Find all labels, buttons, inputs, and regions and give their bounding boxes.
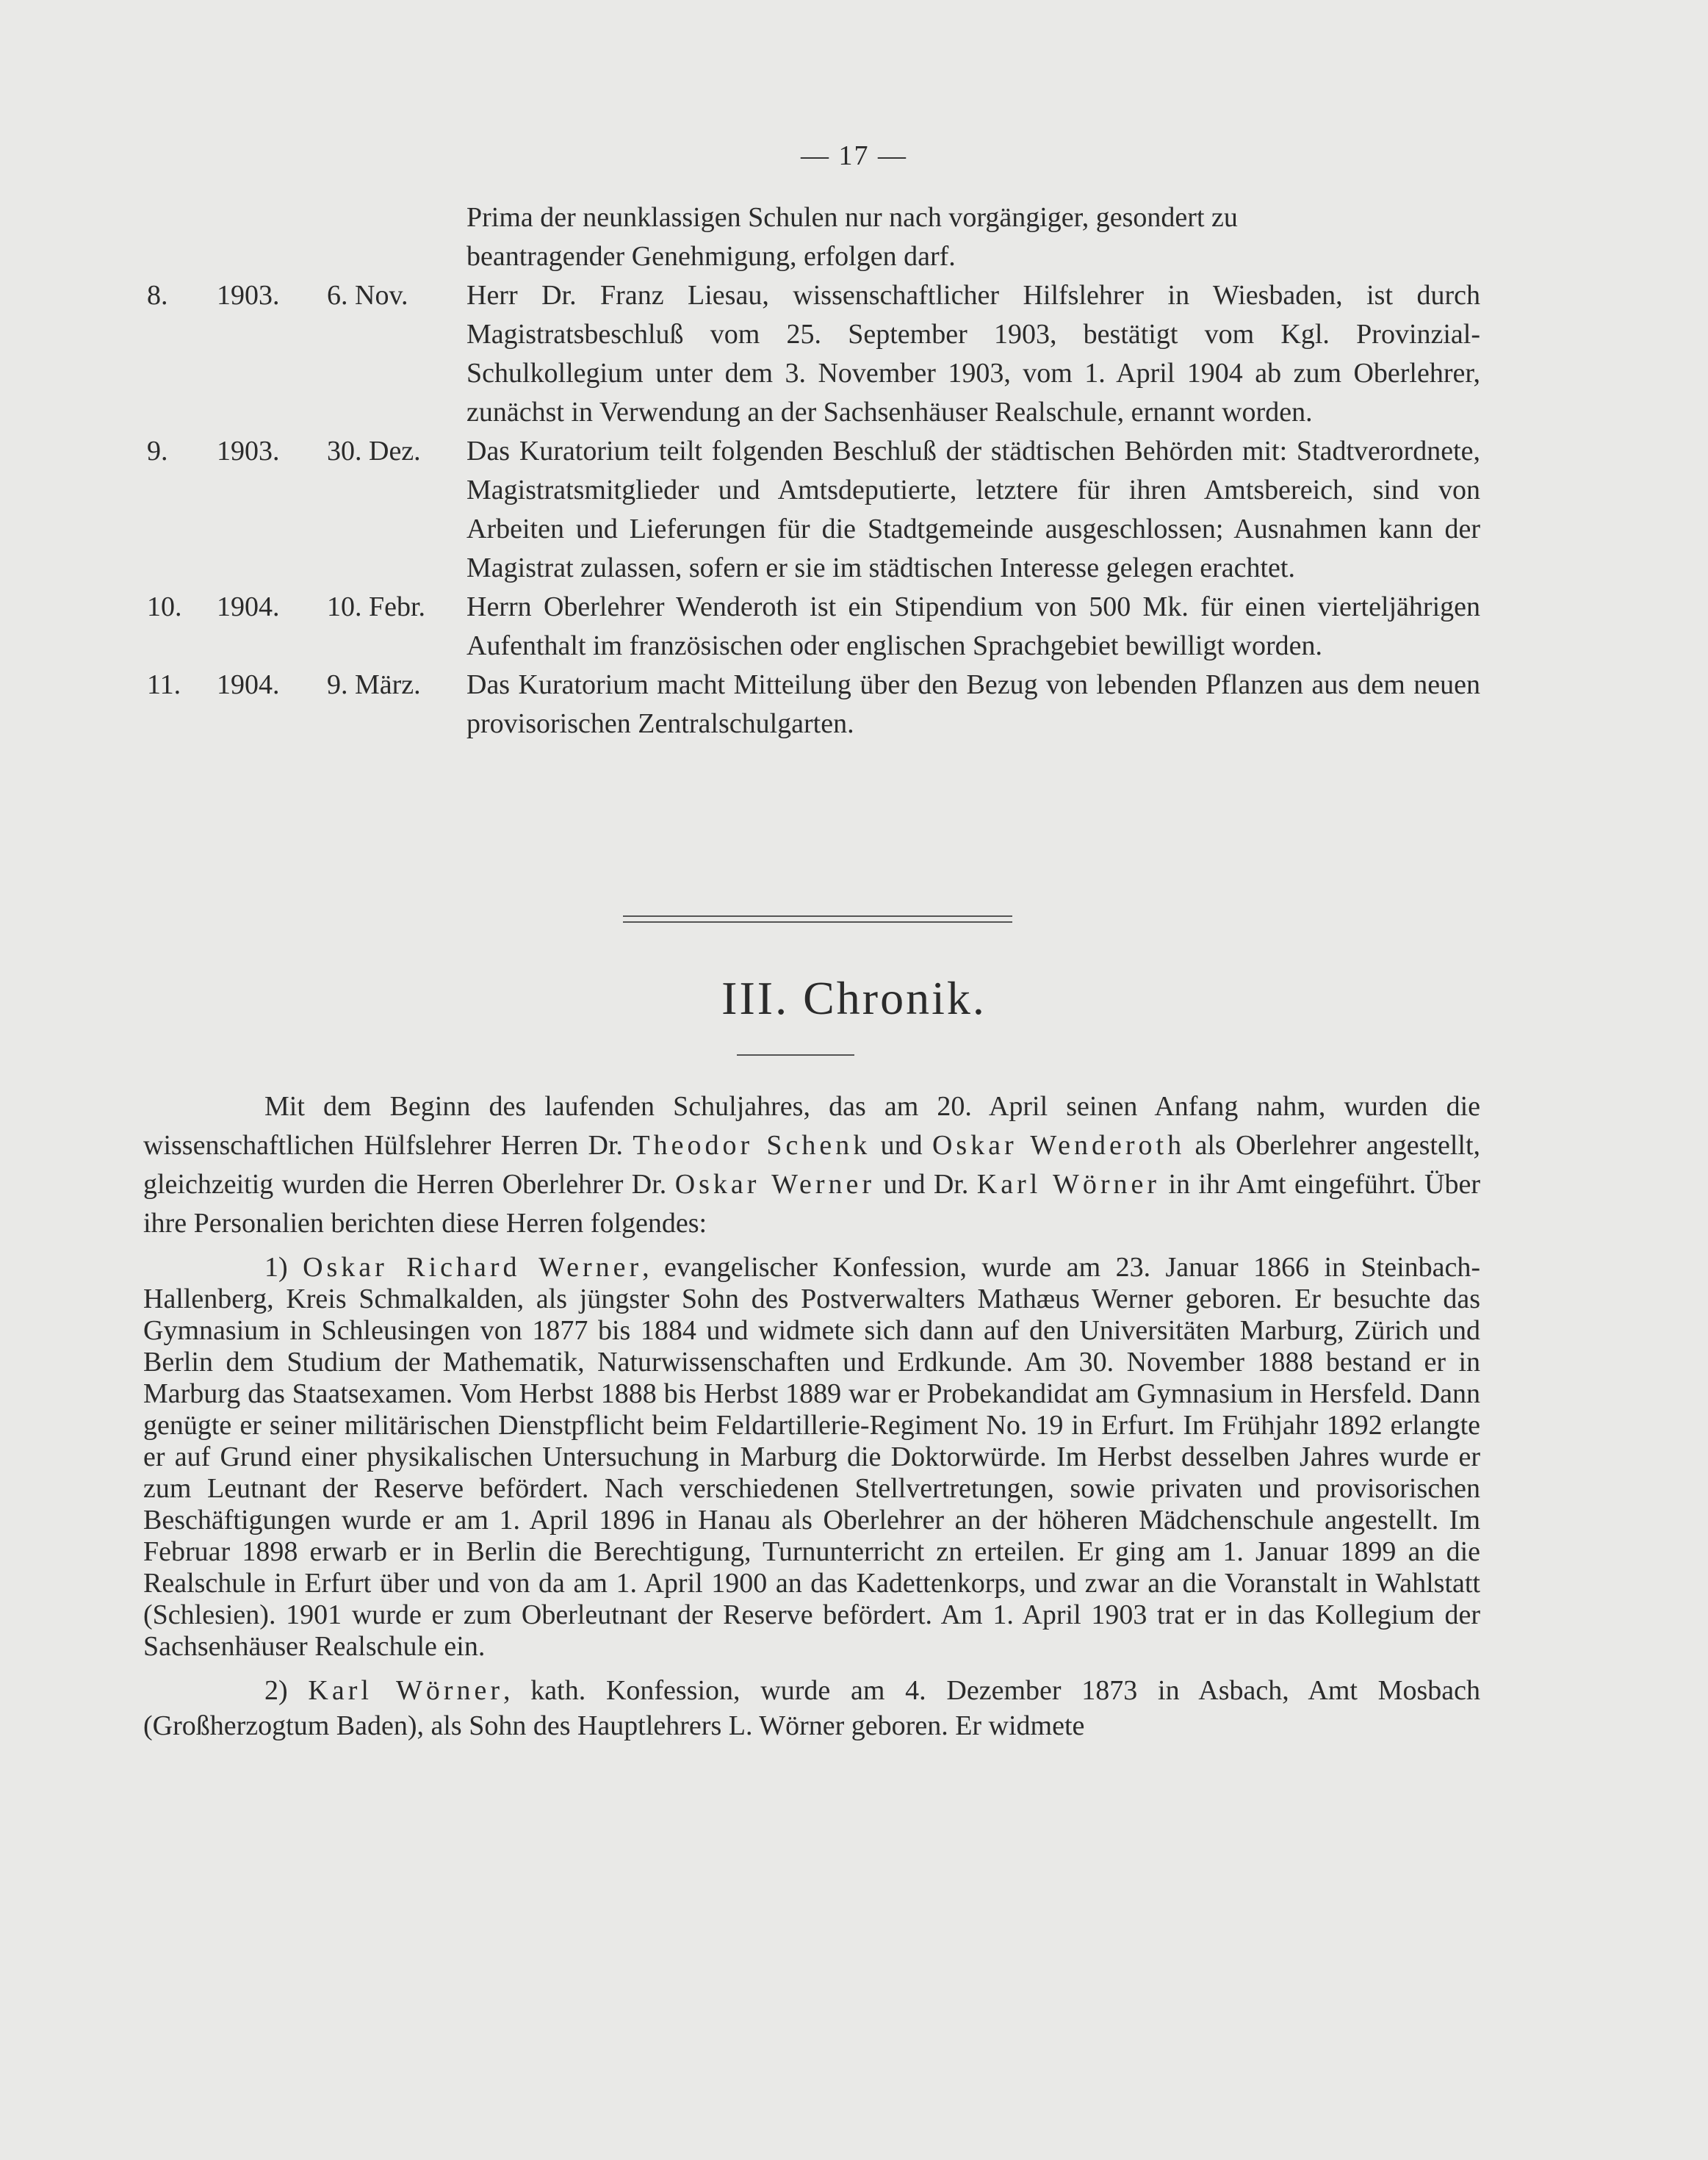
entry-text: Herrn Oberlehrer Wenderoth ist ein Stipendium von 500 Mk. für einen vierteljährigen Aufenthalt im französischen oder englischen Sprachgebiet bewilligt worden.: [466, 591, 1480, 661]
entry-year: 1904.: [217, 591, 280, 622]
entry-number: 8.: [147, 280, 168, 311]
entry-continuation: [466, 198, 1480, 276]
entry-date: 10. Febr.: [327, 591, 426, 622]
entry-number: 11.: [147, 669, 181, 700]
person-name: Karl Wörner: [308, 1675, 504, 1706]
section-divider: [623, 915, 1012, 923]
entry-date: 6. Nov.: [327, 280, 408, 311]
person-name: Oskar Wenderoth: [932, 1130, 1186, 1161]
entry-number: 9.: [147, 436, 168, 467]
chronik-text: 1): [264, 1252, 303, 1283]
entry-year: 1904.: [217, 669, 280, 700]
chronik-text: in ihr Amt eingeführt. Über ihre Personalien berichten diese Herren folgendes:: [143, 1169, 1481, 1239]
chronik-text: als Oberlehrer angestellt, gleichzeitig wurden die Herren Oberlehrer Dr.: [143, 1130, 1480, 1200]
chronik-text: 2): [264, 1675, 309, 1706]
entry-11: [147, 666, 1480, 744]
entries-list: [147, 198, 1480, 744]
chronik-text: und: [871, 1130, 932, 1161]
title-underline: [737, 1054, 854, 1056]
entry-text: Herr Dr. Franz Liesau, wissenschaftlicher Hilfslehrer in Wiesbaden, ist durch Magistratsbeschluß vom 25. September 1903, bestätigt vom Kgl. Provinzial-Schulkollegium unter dem 3. November 1903, vom 1. April 1904 ab zum Oberlehrer, zunächst in Verwendung an der Sachsenhäuser Realschule, ernannt worden.: [466, 280, 1480, 428]
continuation-line-1: Prima der neunklassigen Schulen nur nach vorgängiger, gesondert zu: [466, 202, 1238, 233]
continuation-line-2: beantragender Genehmigung, erfolgen darf.: [466, 241, 956, 272]
entry-date: 9. März.: [327, 669, 421, 700]
entry-text: Das Kuratorium macht Mitteilung über den Bezug von lebenden Pflanzen aus dem neuen provisorischen Zentralschulgarten.: [466, 669, 1480, 739]
chronik-text: , evangelischer Konfession, wurde am 23. Januar 1866 in Steinbach-Hallenberg, Kreis Schmalkalden, als jüngster Sohn des Postverwalters Mathæus Werner geboren. Er besuchte das Gymnasium in Schleusingen von 1877 bis 1884 und widmete sich dann auf den Universitäten Marburg, Zürich und Berlin dem Studium der Mathematik, Naturwissenschaften und Erdkunde. Am 30. November 1888 bestand er in Marburg das Staatsexamen. Vom Herbst 1888 bis Herbst 1889 war er Probekandidat am Gymnasium in Hersfeld. Dann genügte er seiner militärischen Dienstpflicht beim Feldartillerie-Regiment No. 19 in Erfurt. Im Frühjahr 1892 erlangte er auf Grund einer physikalischen Untersuchung in Marburg die Doktorwürde. Im Herbst desselben Jahres wurde er zum Leutnant der Reserve befördert. Nach verschiedenen Stellvertretungen, sowie privaten und provisorischen Beschäftigungen wurde er am 1. April 1896 in Hanau als Oberlehrer an der höheren Mädchenschule angestellt. Im Februar 1898 erwarb er in Berlin die Berechtigung, Turnunterricht zn erteilen. Er ging am 1. Januar 1899 an die Realschule in Erfurt über und von da am 1. April 1900 an das Kadettenkorps, und zwar an die Voranstalt in Wahlstatt (Schlesien). 1901 wurde er zum Oberleutnant der Reserve befördert. Am 1. April 1903 trat er in das Kollegium der Sachsenhäuser Realschule ein.: [143, 1252, 1481, 1662]
entry-10: [147, 588, 1480, 666]
person-name: Theodor Schenk: [633, 1130, 871, 1161]
entry-year: 1903.: [217, 280, 280, 311]
chronik-paragraph-intro: [143, 1087, 1480, 1243]
page-number: — 17 —: [801, 140, 907, 171]
entry-year: 1903.: [217, 436, 280, 467]
entry-number: 10.: [147, 591, 182, 622]
person-name: Karl Wörner: [976, 1169, 1161, 1200]
chronik-text: und Dr.: [875, 1169, 977, 1200]
chronik-text: Mit dem Beginn des laufenden Schuljahres, das am 20. April seinen Anfang nahm, wurden die wissenschaftlichen Hülfslehrer Herren Dr.: [143, 1091, 1480, 1161]
entry-date: 30. Dez.: [327, 436, 421, 467]
entry-8: [147, 276, 1480, 432]
chronik-body: [143, 1087, 1480, 1743]
section-title: III. Chronik.: [721, 972, 987, 1024]
entry-9: [147, 432, 1480, 588]
chronik-paragraph-woerner: [143, 1673, 1480, 1743]
chronik-text: , kath. Konfession, wurde am 4. Dezember 1873 in Asbach, Amt Mosbach (Großherzogtum Baden), als Sohn des Hauptlehrers L. Wörner geboren. Er widmete: [143, 1675, 1480, 1741]
entry-text: Das Kuratorium teilt folgenden Beschluß der städtischen Behörden mit: Stadtverordnete, Magistratsmitglieder und Amtsdeputierte, letztere für ihren Amtsbereich, sind von Arbeiten und Lieferungen für die Stadtgemeinde ausgeschlossen; Ausnahmen kann der Magistrat zulassen, sofern er sie im städtischen Interesse gelegen erachtet.: [466, 436, 1480, 583]
chronik-paragraph-werner: [143, 1252, 1480, 1663]
person-name: Oskar Werner: [674, 1169, 876, 1200]
person-name: Oskar Richard Werner: [303, 1252, 643, 1283]
